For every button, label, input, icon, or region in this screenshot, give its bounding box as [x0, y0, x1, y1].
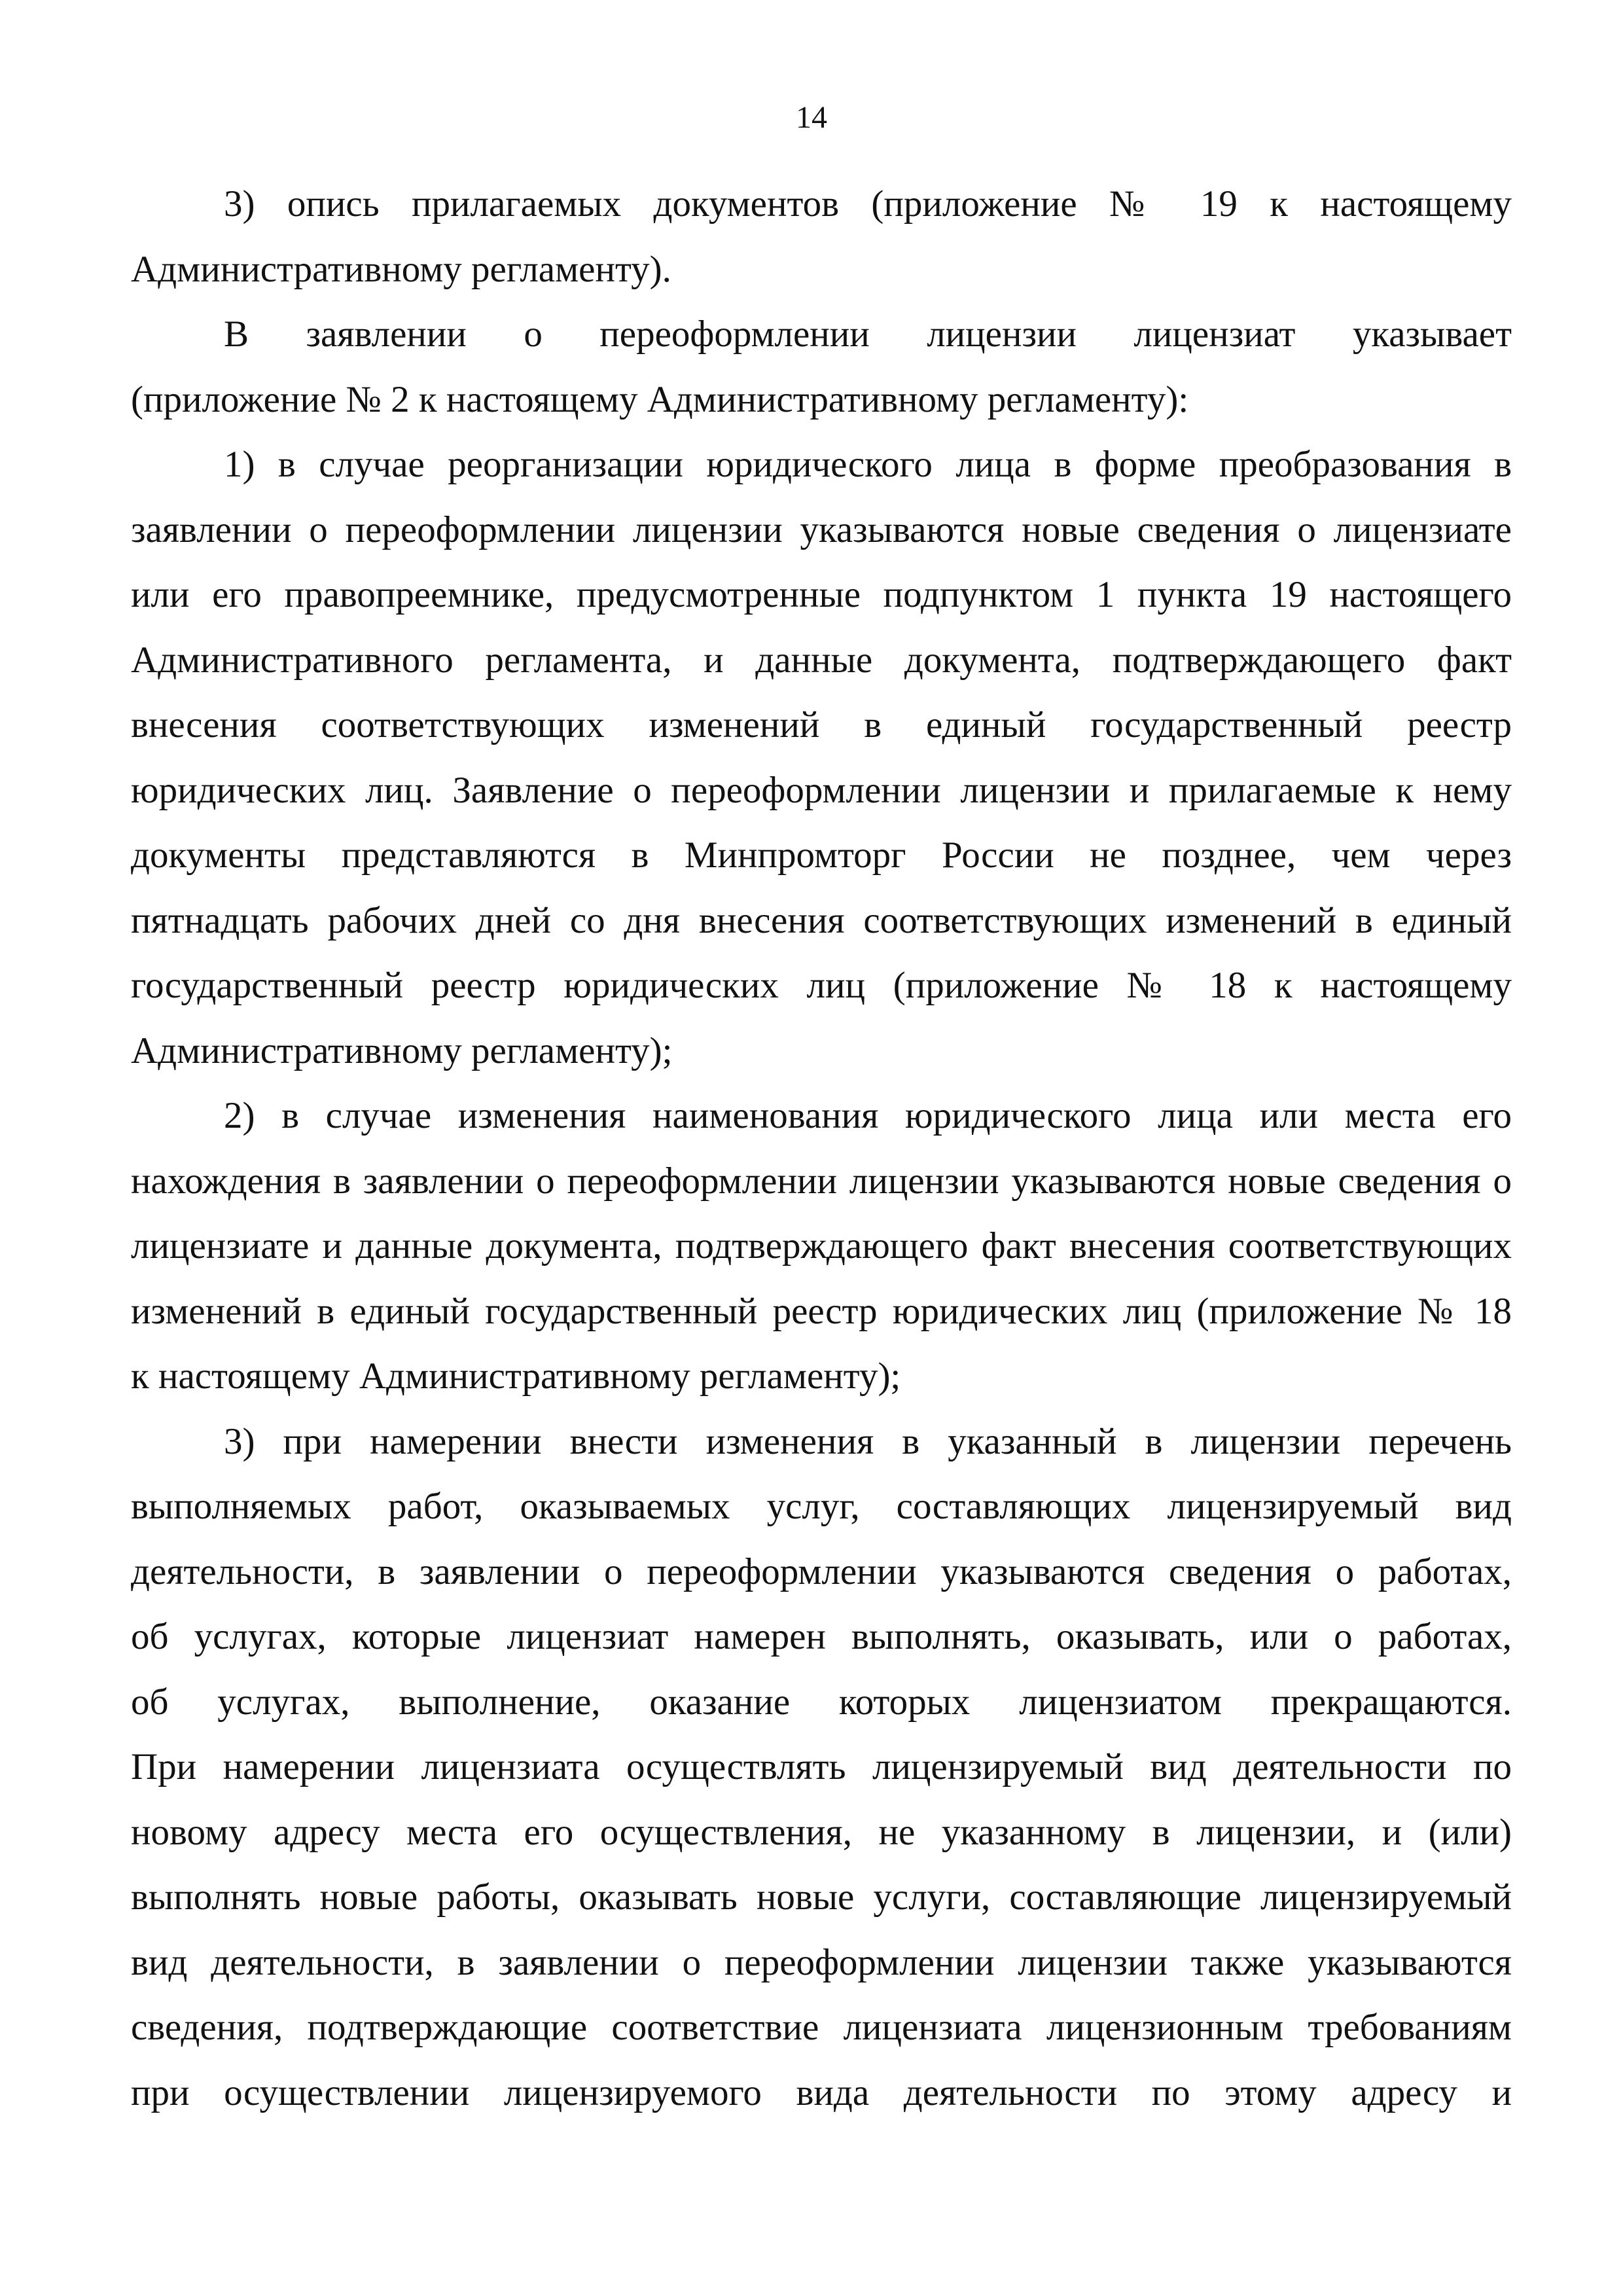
text-line: Административному регламенту);: [131, 1030, 673, 1071]
text-line: При намерении лицензиата осуществлять лицензируемый вид деятельности по: [131, 1746, 1512, 1787]
text-line: вид деятельности, в заявлении о переоформлении лицензии также указываются: [131, 1941, 1512, 1983]
text-line: нахождения в заявлении о переоформлении лицензии указываются новые сведения о: [131, 1160, 1512, 1202]
text-line: Административному регламенту).: [131, 248, 671, 290]
text-line: изменений в единый государственный реестр юридических лиц (приложение № 18: [131, 1290, 1512, 1332]
text-line: выполнять новые работы, оказывать новые услуги, составляющие лицензируемый: [131, 1876, 1512, 1918]
text-line: сведения, подтверждающие соответствие лицензиата лицензионным требованиям: [131, 2007, 1512, 2048]
text-line: при осуществлении лицензируемого вида деятельности по этому адресу и: [131, 2072, 1512, 2113]
text-line: В заявлении о переоформлении лицензии лицензиат указывает: [224, 314, 1512, 355]
text-line: заявлении о переоформлении лицензии указываются новые сведения о лицензиате: [131, 509, 1512, 550]
document-body: [131, 171, 1512, 2125]
text-line: пятнадцать рабочих дней со дня внесения соответствующих изменений в единый: [131, 899, 1512, 941]
text-line: об услугах, которые лицензиат намерен выполнять, оказывать, или о работах,: [131, 1616, 1512, 1657]
text-line: к настоящему Административному регламенту);: [131, 1355, 901, 1397]
text-line: 2) в случае изменения наименования юридического лица или места его: [224, 1095, 1512, 1136]
text-line: новому адресу места его осуществления, не указанному в лицензии, и (или): [131, 1811, 1512, 1853]
text-line: документы представляются в Минпромторг России не позднее, чем через: [131, 834, 1512, 876]
page-number: 14: [796, 100, 827, 135]
text-line: лицензиате и данные документа, подтверждающего факт внесения соответствующих: [131, 1225, 1512, 1266]
text-line: государственный реестр юридических лиц (приложение № 18 к настоящему: [131, 965, 1512, 1006]
text-line: внесения соответствующих изменений в единый государственный реестр: [131, 704, 1512, 745]
text-line: 3) при намерении внести изменения в указанный в лицензии перечень: [224, 1420, 1512, 1462]
text-line: выполняемых работ, оказываемых услуг, составляющих лицензируемый вид: [131, 1486, 1512, 1527]
text-line: или его правопреемнике, предусмотренные подпунктом 1 пункта 19 настоящего: [131, 574, 1512, 615]
text-line: 3) опись прилагаемых документов (приложение № 19 к настоящему: [224, 183, 1512, 224]
text-line: 1) в случае реорганизации юридического лица в форме преобразования в: [224, 444, 1512, 485]
text-line: (приложение № 2 к настоящему Административному регламенту):: [131, 378, 1189, 420]
text-line: деятельности, в заявлении о переоформлении указываются сведения о работах,: [131, 1551, 1512, 1592]
text-line: юридических лиц. Заявление о переоформлении лицензии и прилагаемые к нему: [131, 769, 1512, 811]
text-line: об услугах, выполнение, оказание которых лицензиатом прекращаются.: [131, 1681, 1512, 1723]
text-line: Административного регламента, и данные документа, подтверждающего факт: [131, 639, 1512, 681]
